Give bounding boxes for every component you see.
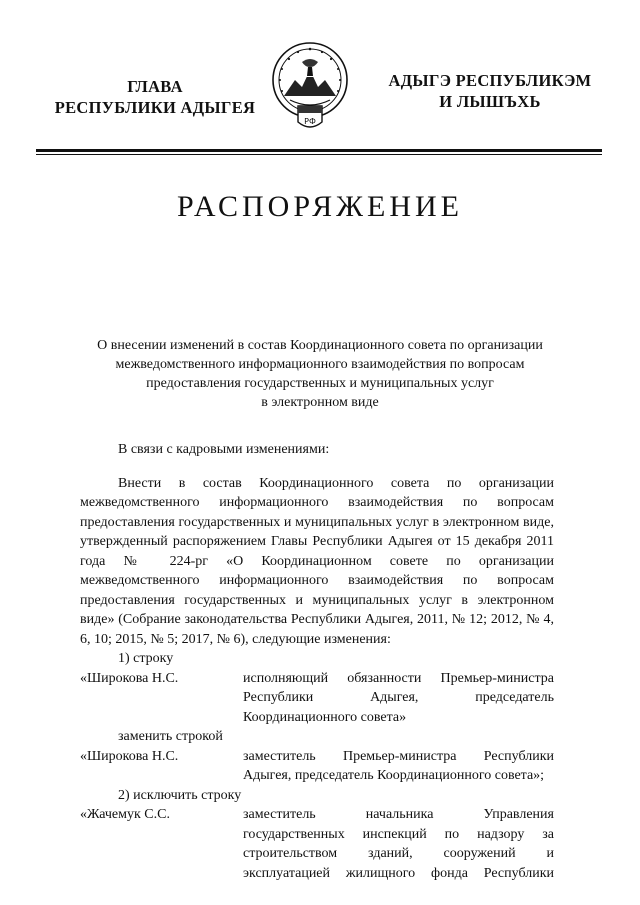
issuer-title-adyghe <box>370 70 610 112</box>
replace-with-label: заменить строкой <box>118 729 223 744</box>
member-row-old <box>80 669 554 728</box>
header-divider-thin <box>36 154 602 155</box>
issuer-title-line: И ЛЫШЪХЬ <box>439 92 541 111</box>
member-name: «Широкова Н.С. <box>80 670 179 686</box>
subject-line: О внесении изменений в состав Координационного совета по организации <box>97 338 543 353</box>
svg-text:РФ: РФ <box>304 117 316 126</box>
member-name: «Широкова Н.С. <box>80 748 179 764</box>
document-title: РАСПОРЯЖЕНИЕ <box>176 190 464 223</box>
step-2-label: 2) исключить строку <box>118 787 242 803</box>
subject-line: предоставления государственных и муниципальных услуг <box>146 376 494 391</box>
issuer-title-line: РЕСПУБЛИКИ АДЫГЕЯ <box>54 98 256 117</box>
document-subject <box>60 336 580 412</box>
intro-paragraph: В связи с кадровыми изменениями: <box>118 442 330 457</box>
member-row-removed <box>80 805 554 883</box>
member-row-new <box>80 747 554 786</box>
member-position: заместитель начальника Управления государственных инспекций по надзору за строительством зданий, сооружений и эксплуатацией жилищного фонда Республики <box>243 807 554 881</box>
document-body <box>80 440 554 883</box>
coat-of-arms-icon <box>268 36 352 136</box>
member-position: заместитель Премьер-министра Республики Адыгея, председатель Координационного совета»; <box>243 748 554 783</box>
subject-line: межведомственного информационного взаимодействия по вопросам <box>115 357 525 372</box>
issuer-title-russian <box>40 76 270 118</box>
issuer-title-line: АДЫГЭ РЕСПУБЛИКЭМ <box>388 71 592 90</box>
member-position: исполняющий обязанности Премьер-министра Республики Адыгея, председатель Координационного совета» <box>243 670 554 725</box>
header-divider-thick <box>36 149 602 152</box>
step-1-label: 1) строку <box>118 651 174 666</box>
main-paragraph: Внести в состав Координационного совета по организации межведомственного информационного взаимодействия по вопросам предоставления государственных и муниципальных услуг в электронном виде, утвержденный распоряжением Главы Республики Адыгея от 15 декабря 2011 года № 224-рг «О Координационном совете по организации межведомственного информационного взаимодействия по вопросам предоставления государственных и муниципальных услуг в электронном виде» (Собрание законодательства Республики Адыгея, 2011, № 12; 2012, № 4, 6, 10; 2015, № 5; 2017, № 6), следующие изменения: <box>80 475 554 647</box>
subject-line: в электронном виде <box>261 395 379 410</box>
issuer-title-line: ГЛАВА <box>127 77 183 96</box>
member-name: «Жачемук С.С. <box>80 807 170 822</box>
